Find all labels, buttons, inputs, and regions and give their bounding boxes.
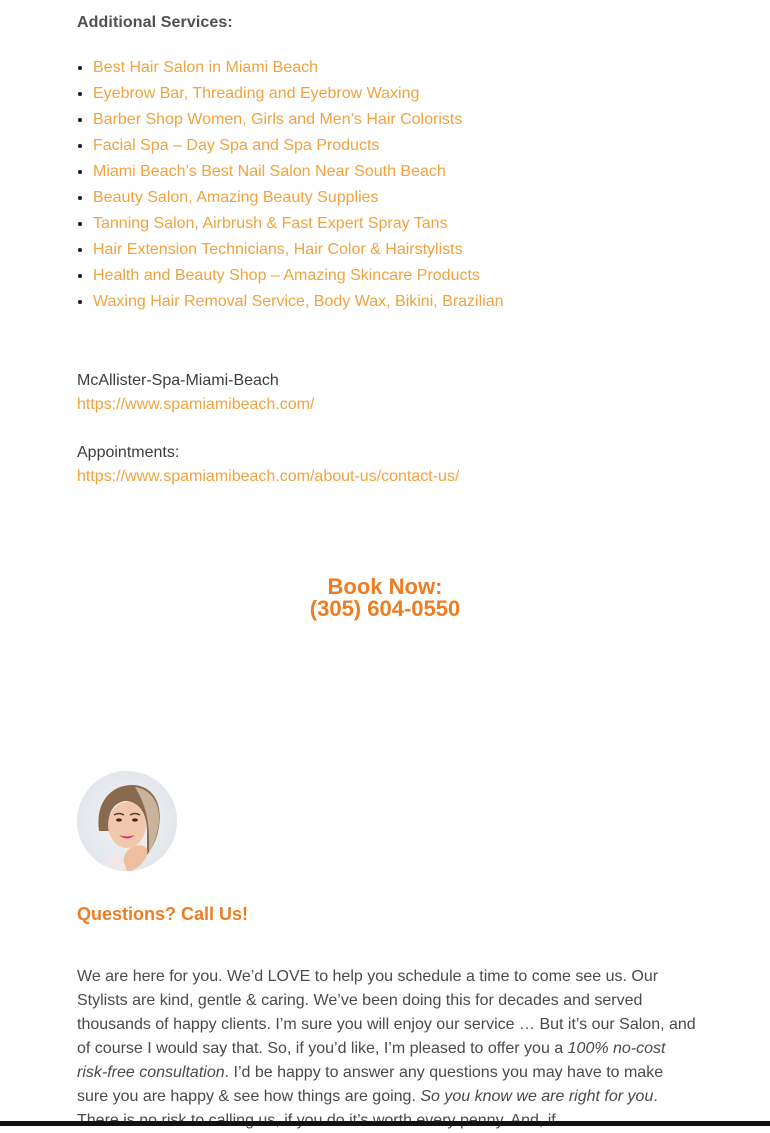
list-item [93, 55, 504, 81]
business-info [77, 369, 314, 417]
list-item [93, 237, 504, 263]
list-item [93, 185, 504, 211]
service-link[interactable]: Hair Extension Technicians, Hair Color & Hairstylists [93, 241, 463, 258]
service-link[interactable]: Health and Beauty Shop – Amazing Skincare Products [93, 267, 480, 284]
business-name: McAllister-Spa-Miami-Beach [77, 372, 279, 389]
service-link[interactable]: Facial Spa – Day Spa and Spa Products [93, 137, 380, 154]
list-item [93, 133, 504, 159]
service-link[interactable]: Waxing Hair Removal Service, Body Wax, Bikini, Brazilian [93, 293, 504, 310]
list-item [93, 159, 504, 185]
list-item [93, 81, 504, 107]
paragraph-text: . [653, 1088, 658, 1105]
woman-portrait-photo [77, 771, 177, 871]
service-link[interactable]: Beauty Salon, Amazing Beauty Supplies [93, 189, 379, 206]
questions-heading: Questions? Call Us! [77, 904, 249, 924]
service-link[interactable]: Barber Shop Women, Girls and Men’s Hair Colorists [93, 111, 463, 128]
list-item [93, 211, 504, 237]
website-link[interactable]: https://www.spamiamibeach.com/ [77, 396, 315, 413]
book-now-label: Book Now: [327, 574, 443, 599]
service-link[interactable]: Miami Beach’s Best Nail Salon Near South Beach [93, 163, 446, 180]
service-link[interactable]: Tanning Salon, Airbrush & Fast Expert Spray Tans [93, 215, 448, 232]
service-link[interactable]: Eyebrow Bar, Threading and Eyebrow Waxing [93, 85, 420, 102]
right-for-you-emphasis: So you know we are right for you [420, 1088, 654, 1105]
service-link[interactable]: Best Hair Salon in Miami Beach [93, 59, 318, 76]
paragraph-text: . I’d be happy to answer any questions you may have to make sure you are happy & see how things are going. [77, 1064, 664, 1105]
list-item [93, 263, 504, 289]
contact-paragraph [77, 965, 697, 1133]
phone-number-link[interactable]: (305) 604-0550 [309, 596, 461, 621]
additional-services-heading: Additional Services: [77, 14, 233, 31]
list-item [93, 107, 504, 133]
bottom-bar [0, 1121, 770, 1126]
list-item [93, 289, 504, 315]
consultation-emphasis: 100% no-cost risk-free consultation [77, 1040, 666, 1081]
appointments-info [77, 441, 459, 489]
contact-page-link[interactable]: https://www.spamiamibeach.com/about-us/contact-us/ [77, 468, 460, 485]
appointments-label: Appointments: [77, 444, 180, 461]
paragraph-text: We are here for you. We’d LOVE to help you schedule a time to come see us. Our Stylists are kind, gentle & caring. We’ve been doing this for decades and served thousands of happy clients. I’m sure you will enjoy our service … But it’s our Salon, and of course I would say that. So, if you’d like, I’m pleased to offer you a [77, 968, 696, 1057]
services-list [77, 55, 504, 315]
